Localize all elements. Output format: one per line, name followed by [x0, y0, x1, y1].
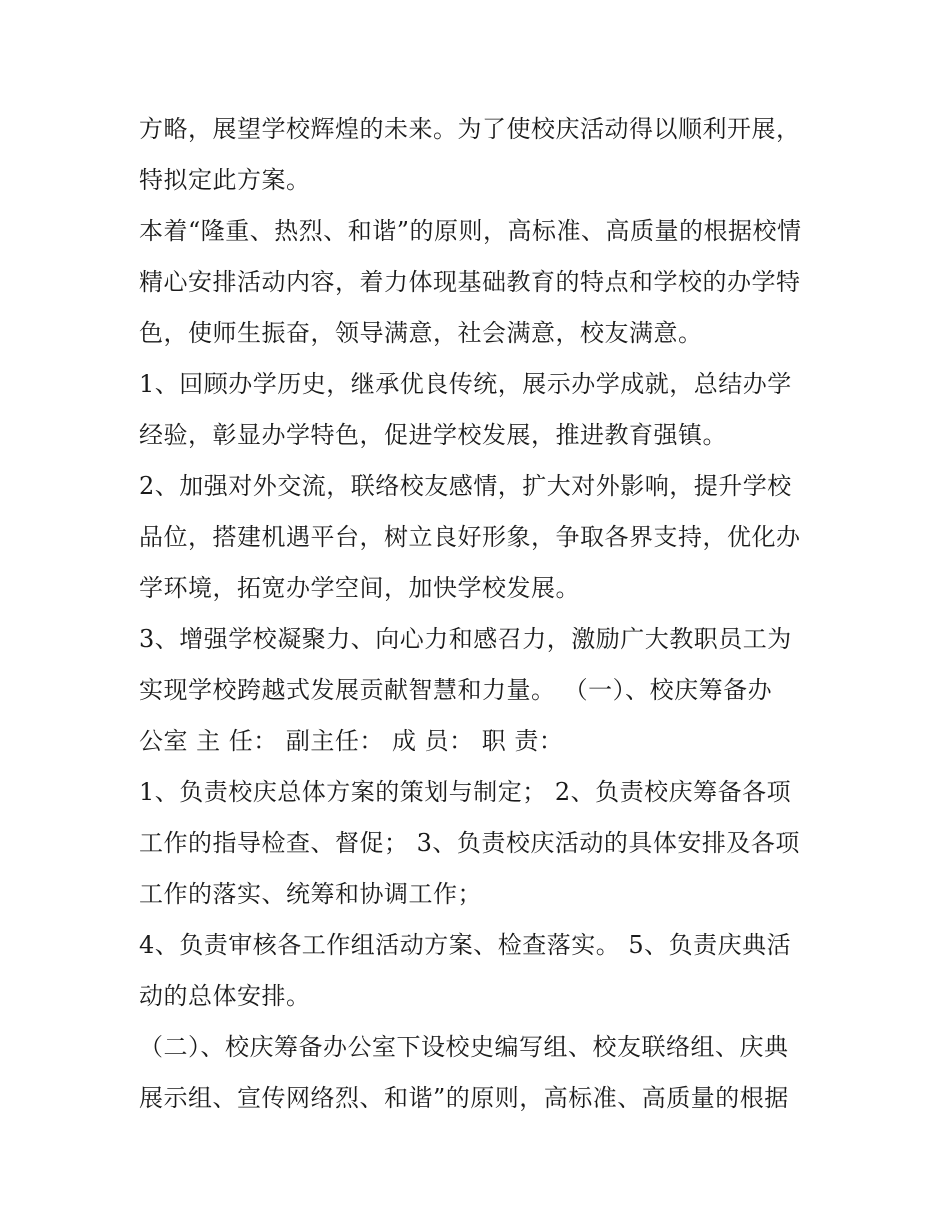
text-line: 经验，彰显办学特色，促进学校发展，推进教育强镇。 — [139, 421, 727, 449]
text-line: 特拟定此方案。 — [139, 166, 311, 194]
text-line: 4、负责审核各工作组活动方案、检查落实。 5、负责庆典活 — [139, 931, 792, 959]
text-line: 1、负责校庆总体方案的策划与制定； 2、负责校庆筹备各项 — [139, 778, 792, 806]
text-line: 本着“隆重、热烈、和谐”的原则，高标准、高质量的根据校情 — [139, 217, 802, 245]
text-line: 工作的落实、统筹和协调工作； — [139, 880, 482, 908]
text-line: 实现学校跨越式发展贡献智慧和力量。 （一）、校庆筹备办 — [139, 676, 773, 704]
text-line: 展示组、宣传网络烈、和谐”的原则，高标准、高质量的根据 — [139, 1084, 789, 1112]
text-line: 1、回顾办学历史，继承优良传统，展示办学成就，总结办学 — [139, 370, 792, 398]
text-line: 3、增强学校凝聚力、向心力和感召力，激励广大教职员工为 — [139, 625, 792, 653]
text-line: （二）、校庆筹备办公室下设校史编写组、校友联络组、庆典 — [139, 1033, 789, 1061]
text-line: 品位，搭建机遇平台，树立良好形象，争取各界支持，优化办 — [139, 523, 801, 551]
text-line: 工作的指导检查、督促； 3、负责校庆活动的具体安排及各项 — [139, 829, 800, 857]
text-line: 学环境，拓宽办学空间，加快学校发展。 — [139, 574, 580, 602]
text-line: 公室 主 任： 副主任： 成 员： 职 责： — [139, 727, 564, 755]
text-line: 精心安排活动内容，着力体现基础教育的特点和学校的办学特 — [139, 268, 801, 296]
text-line: 色，使师生振奋，领导满意，社会满意，校友满意。 — [139, 319, 703, 347]
text-line: 2、加强对外交流，联络校友感情，扩大对外影响，提升学校 — [139, 472, 792, 500]
text-line: 方略，展望学校辉煌的未来。为了使校庆活动得以顺利开展， — [139, 115, 801, 143]
text-line: 动的总体安排。 — [139, 982, 311, 1010]
